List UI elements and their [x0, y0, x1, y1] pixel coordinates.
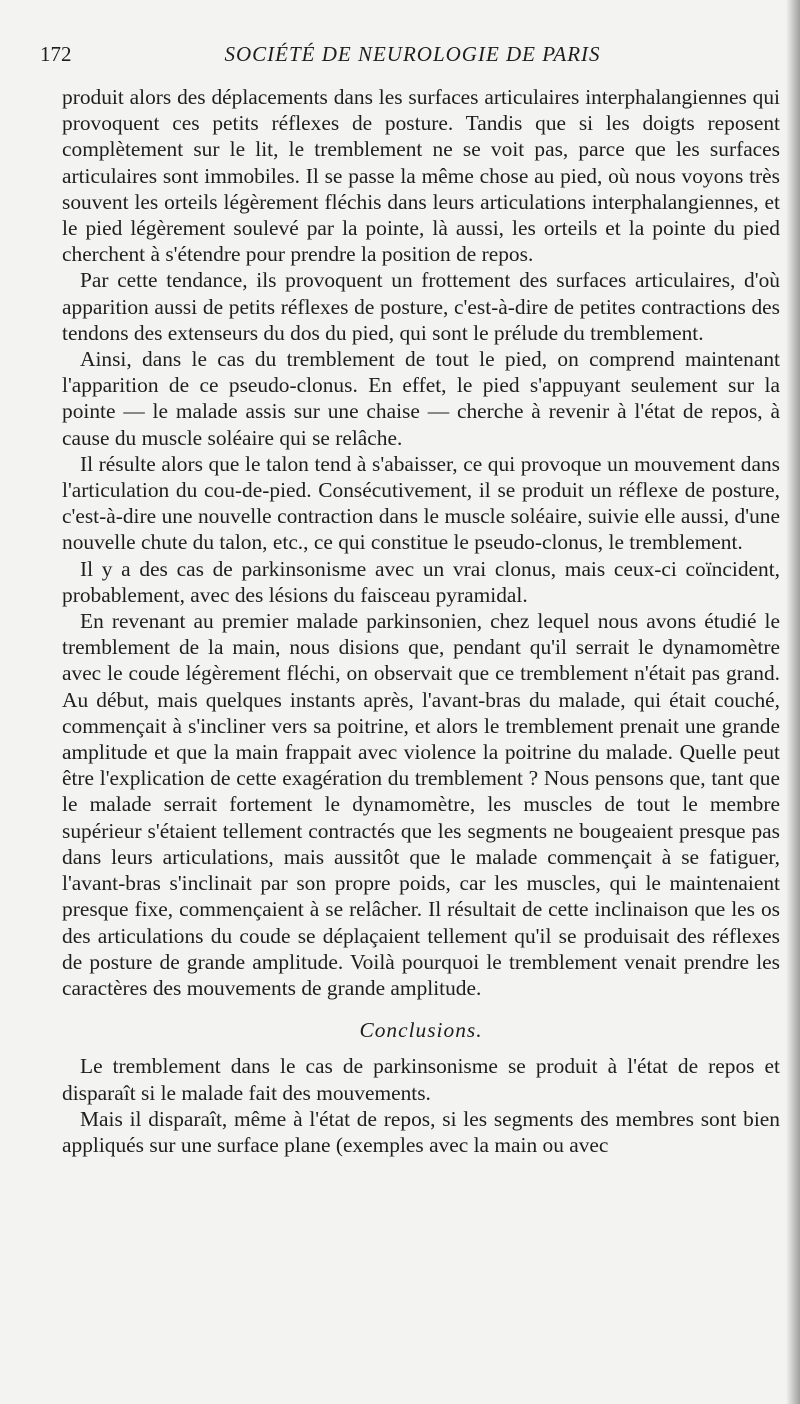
page-header: [40, 42, 785, 68]
body-text: [62, 84, 780, 1158]
paragraph: En revenant au premier malade parkinsonien, chez lequel nous avons étudié le tremblement de la main, nous disions que, pendant qu'il serrait le dynamomètre avec le coude légèrement fléchi, on observait que ce tremblement n'était pas grand. Au début, mais quelques instants après, l'avant-bras du malade, qui était couché, commençait à s'incliner vers sa poitrine, et alors le tremblement prenait une grande amplitude et que la main frappait avec violence la poitrine du malade. Quelle peut être l'explication de cette exagération du tremblement ? Nous pensons que, tant que le malade serrait fortement le dynamomètre, les muscles de tout le membre supérieur s'étaient tellement contractés que les segments ne bougeaient presque pas dans leurs articulations, mais aussitôt que le malade commençait à se fatiguer, l'avant-bras s'inclinait par son propre poids, car les muscles, qui le maintenaient presque fixe, commençaient à se relâcher. Il résultait de cette inclinaison que les os des articulations du coude se déplaçaient tellement qu'il se produisait des réflexes de posture de grande amplitude. Voilà pourquoi le tremblement venait prendre les caractères des mouvements de grande amplitude.: [62, 609, 780, 1000]
page-edge-shadow: [786, 0, 800, 1404]
running-head: SOCIÉTÉ DE NEUROLOGIE DE PARIS: [224, 42, 601, 66]
section-heading: Conclusions.: [359, 1018, 483, 1043]
paragraph: Le tremblement dans le cas de parkinsonisme se produit à l'état de repos et disparaît si le malade fait des mouvements.: [62, 1054, 780, 1105]
paragraph: Par cette tendance, ils provoquent un frottement des surfaces articulaires, d'où apparition aussi de petits réflexes de posture, c'est-à-dire de petites contractions des tendons des extenseurs du dos du pied, qui sont le prélude du tremblement.: [62, 268, 780, 345]
page-number: 172: [40, 42, 72, 66]
paragraph: produit alors des déplacements dans les surfaces articulaires interphalangiennes qui provoquent ces petits réflexes de posture. Tandis que si les doigts reposent complètement sur le lit, le tremblement ne se voit pas, parce que les surfaces articulaires sont immobiles. Il se passe la même chose au pied, où nous voyons très souvent les orteils légèrement fléchis dans leurs articulations interphalangiennes, et le pied légèrement soulevé par la pointe, là aussi, les orteils et la pointe du pied cherchent à s'étendre pour prendre la position de repos.: [62, 85, 780, 267]
paragraph: Il y a des cas de parkinsonisme avec un vrai clonus, mais ceux-ci coïncident, probablement, avec des lésions du faisceau pyramidal.: [62, 556, 780, 607]
paragraph: Mais il disparaît, même à l'état de repos, si les segments des membres sont bien appliqués sur une surface plane (exemples avec la main ou avec: [62, 1106, 780, 1157]
paragraph: Ainsi, dans le cas du tremblement de tout le pied, on comprend maintenant l'apparition de ce pseudo-clonus. En effet, le pied s'appuyant seulement sur la pointe — le malade assis sur une chaise — cherche à revenir à l'état de repos, à cause du muscle soléaire qui se relâche.: [62, 347, 780, 450]
paragraph: Il résulte alors que le talon tend à s'abaisser, ce qui provoque un mouvement dans l'articulation du cou-de-pied. Consécutivement, il se produit un réflexe de posture, c'est-à-dire une nouvelle contraction dans le muscle soléaire, suivie elle aussi, d'une nouvelle chute du talon, etc., ce qui constitue le pseudo-clonus, le tremblement.: [62, 451, 780, 555]
